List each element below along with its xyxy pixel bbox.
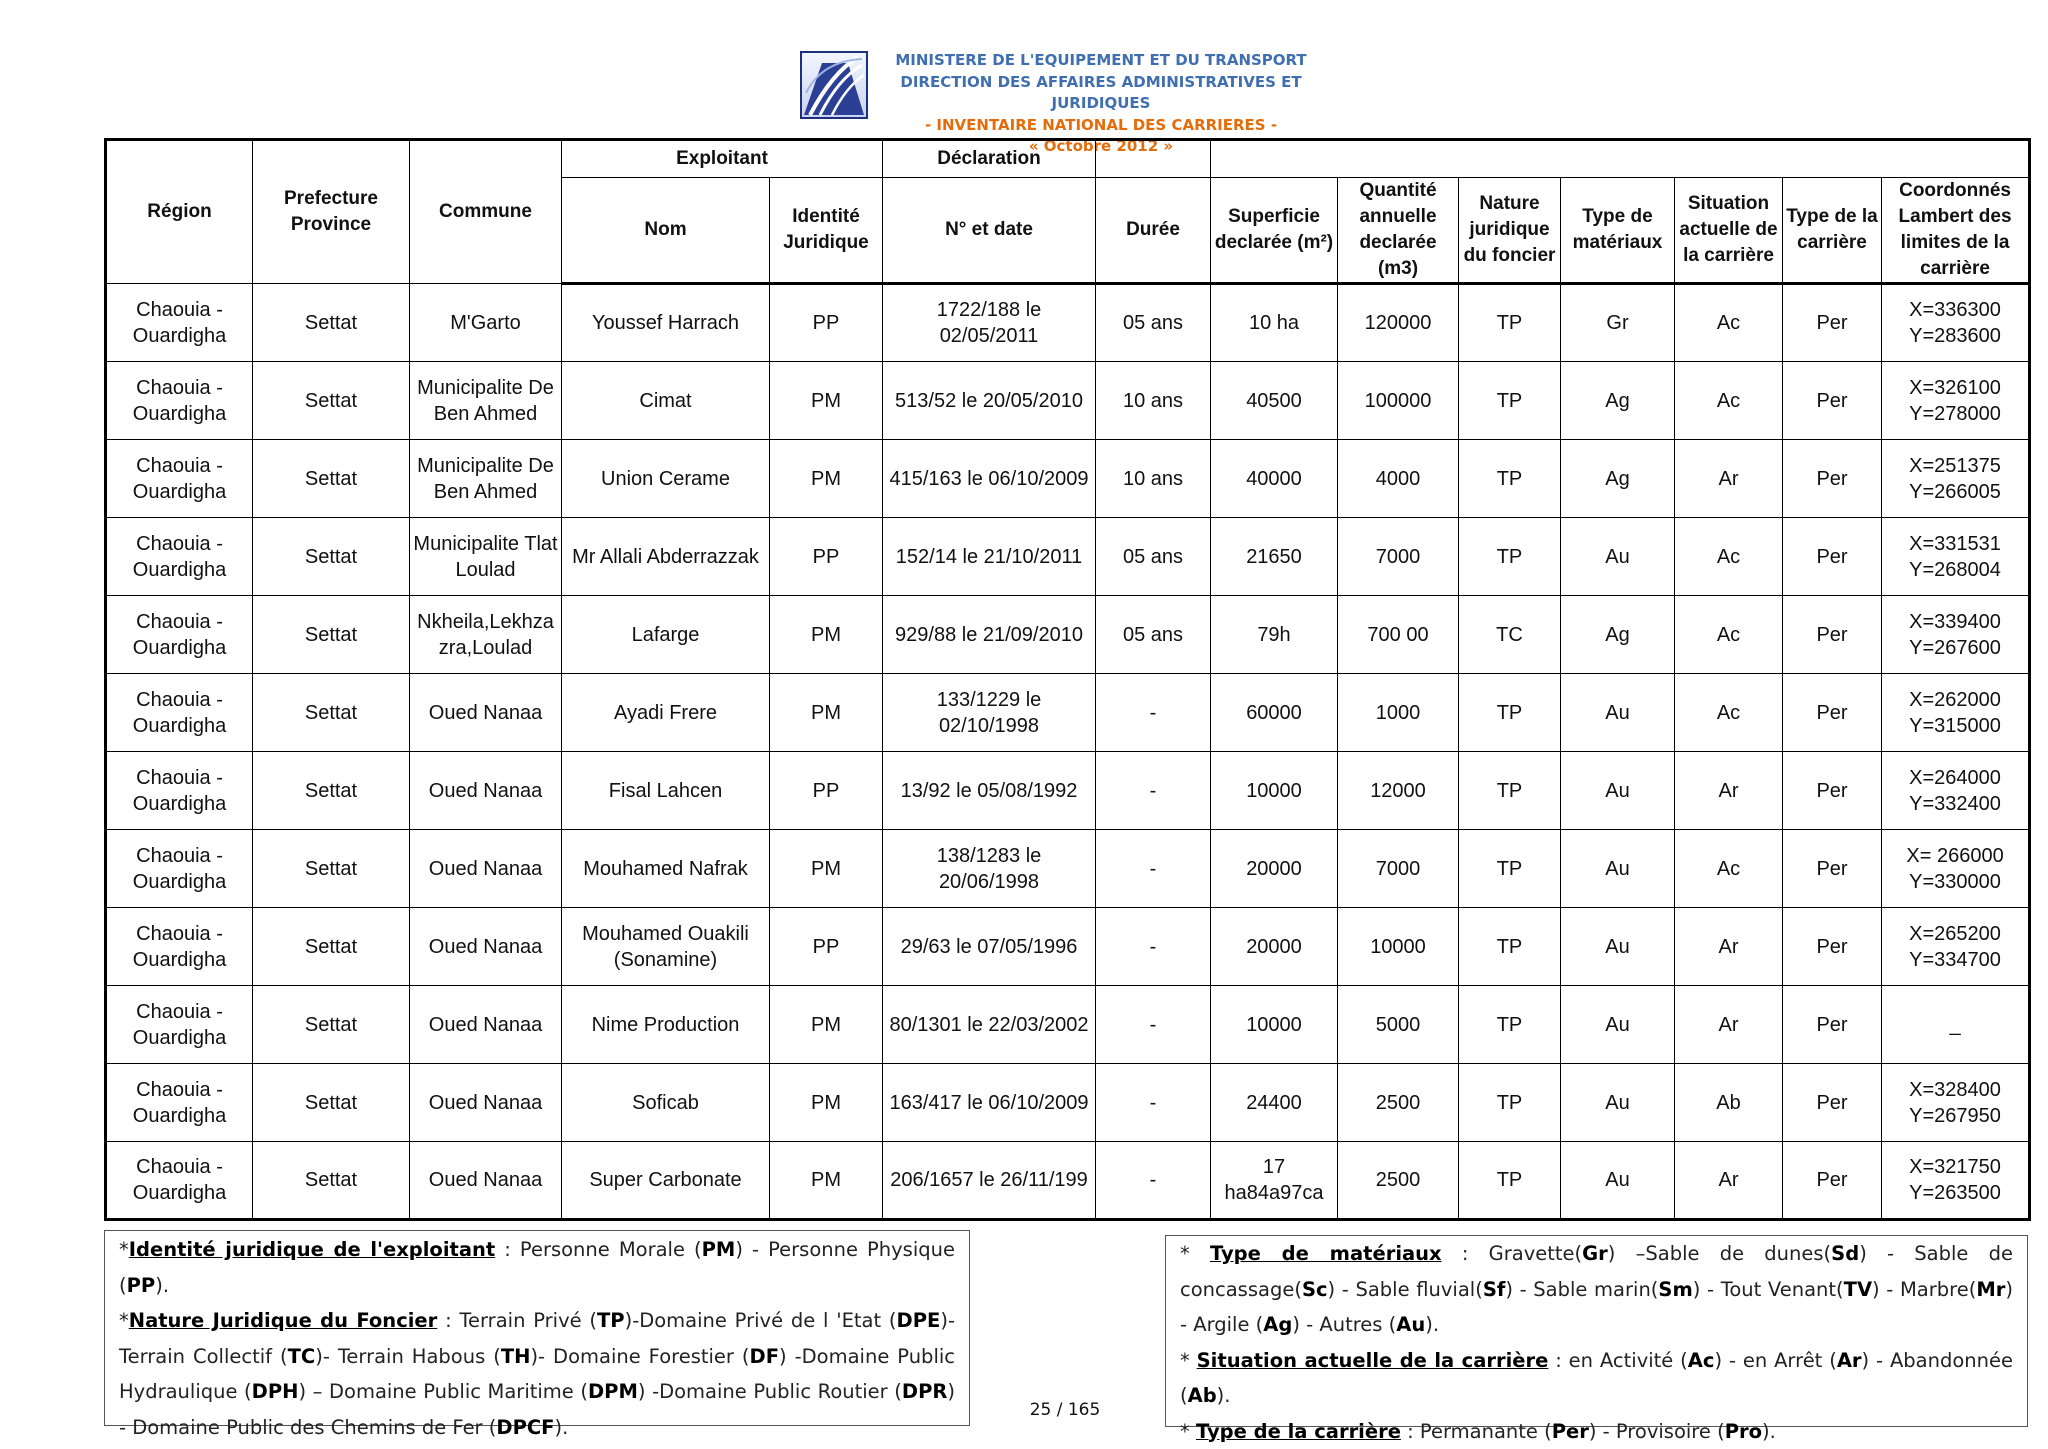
cell-duree: -: [1096, 674, 1211, 752]
cell-identite: PM: [770, 596, 883, 674]
cell-prefecture: Settat: [253, 518, 410, 596]
cell-prefecture: Settat: [253, 1142, 410, 1220]
legend-type: * Type de la carrière : Permanante (Per) - Provisoire (Pro).: [1180, 1414, 2013, 1449]
cell-superficie: 40500: [1211, 362, 1338, 440]
cell-nom: Union Cerame: [562, 440, 770, 518]
cell-coordonnees: X=336300 Y=283600: [1882, 284, 2030, 362]
table-row: [106, 596, 2030, 674]
cell-prefecture: Settat: [253, 440, 410, 518]
group-header-blank: [1211, 140, 2030, 178]
cell-numero-date: 929/88 le 21/09/2010: [883, 596, 1096, 674]
cell-duree: -: [1096, 1142, 1211, 1220]
cell-coordonnees: _: [1882, 986, 2030, 1064]
table-row: [106, 1142, 2030, 1220]
cell-coordonnees: X=264000 Y=332400: [1882, 752, 2030, 830]
cell-nature-juridique: TP: [1459, 908, 1561, 986]
cell-type-carriere: Per: [1783, 440, 1882, 518]
cell-type-materiaux: Au: [1561, 1064, 1675, 1142]
cell-quantite: 120000: [1338, 284, 1459, 362]
quarry-inventory-table: [104, 138, 2031, 1221]
cell-quantite: 10000: [1338, 908, 1459, 986]
table-row: [106, 986, 2030, 1064]
cell-situation: Ar: [1675, 908, 1783, 986]
cell-nom: Mouhamed Nafrak: [562, 830, 770, 908]
cell-prefecture: Settat: [253, 674, 410, 752]
table-row: [106, 518, 2030, 596]
cell-prefecture: Settat: [253, 284, 410, 362]
report-date: « Octobre 2012 »: [876, 136, 1326, 158]
cell-type-carriere: Per: [1783, 986, 1882, 1064]
legend-type-text: : Permanante (Per) - Provisoire (Pro).: [1401, 1420, 1776, 1443]
cell-numero-date: 163/417 le 06/10/2009: [883, 1064, 1096, 1142]
cell-prefecture: Settat: [253, 752, 410, 830]
cell-quantite: 1000: [1338, 674, 1459, 752]
cell-quantite: 7000: [1338, 830, 1459, 908]
cell-quantite: 100000: [1338, 362, 1459, 440]
legend-nature: *Nature Juridique du Foncier : Terrain Privé (TP)-Domaine Privé de l 'Etat (DPE)- Terrain Collectif (TC)- Terrain Habous (TH)- Domaine Forestier (DF) -Domaine Public Hydraulique (DPH) – Domaine Public Maritime (DPM) -Domaine Public Routier (DPR) - Domaine Public des Chemins de Fer (DPCF).: [119, 1303, 955, 1445]
legend-identite-title: Identité juridique de l'exploitant: [129, 1238, 495, 1261]
cell-prefecture: Settat: [253, 830, 410, 908]
cell-numero-date: 152/14 le 21/10/2011: [883, 518, 1096, 596]
group-header-empty: [1096, 140, 1211, 178]
cell-nom: Nime Production: [562, 986, 770, 1064]
cell-region: Chaouia - Ouardigha: [106, 908, 253, 986]
legend-situation-title: Situation actuelle de la carrière: [1197, 1349, 1549, 1372]
cell-identite: PP: [770, 752, 883, 830]
cell-type-carriere: Per: [1783, 830, 1882, 908]
cell-situation: Ar: [1675, 1142, 1783, 1220]
cell-numero-date: 206/1657 le 26/11/199: [883, 1142, 1096, 1220]
cell-duree: 10 ans: [1096, 440, 1211, 518]
cell-region: Chaouia - Ouardigha: [106, 674, 253, 752]
col-header-commune: Commune: [410, 140, 562, 284]
cell-type-carriere: Per: [1783, 284, 1882, 362]
cell-situation: Ac: [1675, 830, 1783, 908]
cell-type-materiaux: Au: [1561, 752, 1675, 830]
cell-prefecture: Settat: [253, 908, 410, 986]
legend-nature-text: : Terrain Privé (TP)-Domaine Privé de l 'Etat (DPE)- Terrain Collectif (TC)- Terrain Habous (TH)- Domaine Forestier (DF) -Domaine Public Hydraulique (DPH) – Domaine Public Maritime (DPM) -Domaine Public Routier (DPR) - Domaine Public des Chemins de Fer (DPCF).: [119, 1309, 955, 1439]
cell-region: Chaouia - Ouardigha: [106, 596, 253, 674]
cell-numero-date: 415/163 le 06/10/2009: [883, 440, 1096, 518]
cell-nom: Cimat: [562, 362, 770, 440]
cell-duree: -: [1096, 752, 1211, 830]
cell-situation: Ac: [1675, 674, 1783, 752]
cell-superficie: 60000: [1211, 674, 1338, 752]
table-row: [106, 908, 2030, 986]
legend-left: [104, 1230, 970, 1426]
cell-duree: -: [1096, 830, 1211, 908]
cell-identite: PP: [770, 284, 883, 362]
col-header-situation: Situation actuelle de la carrière: [1675, 178, 1783, 284]
cell-type-materiaux: Ag: [1561, 596, 1675, 674]
cell-nature-juridique: TP: [1459, 752, 1561, 830]
cell-commune: M'Garto: [410, 284, 562, 362]
cell-numero-date: 80/1301 le 22/03/2002: [883, 986, 1096, 1064]
cell-coordonnees: X=321750 Y=263500: [1882, 1142, 2030, 1220]
table-row: [106, 284, 2030, 362]
cell-type-materiaux: Au: [1561, 908, 1675, 986]
cell-type-materiaux: Au: [1561, 674, 1675, 752]
legend-identite-text: : Personne Morale (PM) - Personne Physique (PP).: [119, 1238, 955, 1297]
cell-superficie: 17 ha84a97ca: [1211, 1142, 1338, 1220]
cell-commune: Municipalite De Ben Ahmed: [410, 362, 562, 440]
cell-quantite: 5000: [1338, 986, 1459, 1064]
cell-prefecture: Settat: [253, 362, 410, 440]
col-header-numero-date: N° et date: [883, 178, 1096, 284]
cell-superficie: 10000: [1211, 986, 1338, 1064]
cell-type-materiaux: Ag: [1561, 362, 1675, 440]
cell-identite: PM: [770, 830, 883, 908]
cell-superficie: 10 ha: [1211, 284, 1338, 362]
col-header-region: Région: [106, 140, 253, 284]
legend-materiaux-text: : Gravette(Gr) –Sable de dunes(Sd) - Sable de concassage(Sc) - Sable fluvial(Sf) - Sable marin(Sm) - Tout Venant(TV) - Marbre(Mr) - Argile (Ag) - Autres (Au).: [1180, 1242, 2013, 1336]
cell-identite: PP: [770, 518, 883, 596]
cell-nature-juridique: TP: [1459, 986, 1561, 1064]
road-logo-icon: [802, 53, 866, 117]
cell-type-materiaux: Au: [1561, 830, 1675, 908]
cell-superficie: 79h: [1211, 596, 1338, 674]
cell-situation: Ar: [1675, 440, 1783, 518]
cell-type-materiaux: Gr: [1561, 284, 1675, 362]
cell-commune: Oued Nanaa: [410, 1142, 562, 1220]
cell-region: Chaouia - Ouardigha: [106, 1142, 253, 1220]
cell-commune: Oued Nanaa: [410, 674, 562, 752]
cell-coordonnees: X=339400 Y=267600: [1882, 596, 2030, 674]
cell-commune: Nkheila,Lekhza zra,Loulad: [410, 596, 562, 674]
cell-nom: Mr Allali Abderrazzak: [562, 518, 770, 596]
cell-identite: PP: [770, 908, 883, 986]
cell-nature-juridique: TP: [1459, 674, 1561, 752]
cell-identite: PM: [770, 440, 883, 518]
cell-type-carriere: Per: [1783, 752, 1882, 830]
cell-commune: Oued Nanaa: [410, 908, 562, 986]
table-header-group-row: [106, 140, 2030, 178]
cell-situation: Ab: [1675, 1064, 1783, 1142]
col-header-prefecture: Prefecture Province: [253, 140, 410, 284]
cell-region: Chaouia - Ouardigha: [106, 440, 253, 518]
cell-nom: Ayadi Frere: [562, 674, 770, 752]
legend-right: [1165, 1235, 2028, 1427]
cell-coordonnees: X=262000 Y=315000: [1882, 674, 2030, 752]
cell-duree: 05 ans: [1096, 596, 1211, 674]
cell-commune: Oued Nanaa: [410, 1064, 562, 1142]
cell-nature-juridique: TP: [1459, 830, 1561, 908]
cell-nom: Lafarge: [562, 596, 770, 674]
cell-coordonnees: X=326100 Y=278000: [1882, 362, 2030, 440]
table-body: [106, 284, 2030, 1220]
cell-duree: -: [1096, 986, 1211, 1064]
table-row: [106, 440, 2030, 518]
cell-region: Chaouia - Ouardigha: [106, 830, 253, 908]
cell-nature-juridique: TP: [1459, 1142, 1561, 1220]
cell-type-materiaux: Au: [1561, 986, 1675, 1064]
cell-nature-juridique: TP: [1459, 518, 1561, 596]
inventory-title: - INVENTAIRE NATIONAL DES CARRIERES -: [876, 115, 1326, 137]
cell-situation: Ac: [1675, 518, 1783, 596]
cell-type-materiaux: Au: [1561, 518, 1675, 596]
page-number: 25 / 165: [1000, 1400, 1130, 1420]
cell-nom: Mouhamed Ouakili (Sonamine): [562, 908, 770, 986]
col-header-coordonnees: Coordonnés Lambert des limites de la carrière: [1882, 178, 2030, 284]
cell-numero-date: 1722/188 le 02/05/2011: [883, 284, 1096, 362]
cell-quantite: 2500: [1338, 1064, 1459, 1142]
cell-region: Chaouia - Ouardigha: [106, 518, 253, 596]
cell-type-materiaux: Ag: [1561, 440, 1675, 518]
cell-prefecture: Settat: [253, 986, 410, 1064]
cell-situation: Ac: [1675, 596, 1783, 674]
cell-quantite: 7000: [1338, 518, 1459, 596]
cell-identite: PM: [770, 1064, 883, 1142]
cell-duree: -: [1096, 908, 1211, 986]
cell-duree: 05 ans: [1096, 518, 1211, 596]
cell-nature-juridique: TP: [1459, 362, 1561, 440]
cell-coordonnees: X=328400 Y=267950: [1882, 1064, 2030, 1142]
legend-materiaux: * Type de matériaux : Gravette(Gr) –Sable de dunes(Sd) - Sable de concassage(Sc) - Sable fluvial(Sf) - Sable marin(Sm) - Tout Venant(TV) - Marbre(Mr) - Argile (Ag) - Autres (Au).: [1180, 1236, 2013, 1343]
page-header: [800, 48, 1360, 134]
cell-situation: Ar: [1675, 752, 1783, 830]
cell-type-materiaux: Au: [1561, 1142, 1675, 1220]
cell-commune: Municipalite Tlat Loulad: [410, 518, 562, 596]
cell-situation: Ar: [1675, 986, 1783, 1064]
cell-coordonnees: X= 266000 Y=330000: [1882, 830, 2030, 908]
direction-title: DIRECTION DES AFFAIRES ADMINISTRATIVES ET JURIDIQUES: [876, 72, 1326, 115]
cell-identite: PM: [770, 674, 883, 752]
table-row: [106, 830, 2030, 908]
col-header-duree: Durée: [1096, 178, 1211, 284]
cell-type-carriere: Per: [1783, 596, 1882, 674]
cell-type-carriere: Per: [1783, 1064, 1882, 1142]
ministry-logo: [800, 51, 868, 119]
table-row: [106, 752, 2030, 830]
cell-type-carriere: Per: [1783, 908, 1882, 986]
cell-nature-juridique: TC: [1459, 596, 1561, 674]
cell-coordonnees: X=265200 Y=334700: [1882, 908, 2030, 986]
cell-region: Chaouia - Ouardigha: [106, 284, 253, 362]
col-header-identite: Identité Juridique: [770, 178, 883, 284]
legend-situation-text: : en Activité (Ac) - en Arrêt (Ar) - Abandonnée (Ab).: [1180, 1349, 2013, 1408]
table-row: [106, 362, 2030, 440]
cell-coordonnees: X=251375 Y=266005: [1882, 440, 2030, 518]
cell-type-carriere: Per: [1783, 518, 1882, 596]
col-header-superficie: Superficie declarée (m²): [1211, 178, 1338, 284]
cell-nom: Fisal Lahcen: [562, 752, 770, 830]
col-header-type-materiaux: Type de matériaux: [1561, 178, 1675, 284]
cell-superficie: 20000: [1211, 908, 1338, 986]
cell-situation: Ac: [1675, 284, 1783, 362]
cell-nature-juridique: TP: [1459, 284, 1561, 362]
cell-situation: Ac: [1675, 362, 1783, 440]
cell-nature-juridique: TP: [1459, 1064, 1561, 1142]
cell-region: Chaouia - Ouardigha: [106, 752, 253, 830]
cell-type-carriere: Per: [1783, 1142, 1882, 1220]
cell-quantite: 4000: [1338, 440, 1459, 518]
cell-superficie: 20000: [1211, 830, 1338, 908]
ministry-title: MINISTERE DE L'EQUIPEMENT ET DU TRANSPORT: [876, 50, 1326, 72]
cell-superficie: 24400: [1211, 1064, 1338, 1142]
cell-identite: PM: [770, 986, 883, 1064]
cell-region: Chaouia - Ouardigha: [106, 1064, 253, 1142]
cell-commune: Municipalite De Ben Ahmed: [410, 440, 562, 518]
cell-quantite: 2500: [1338, 1142, 1459, 1220]
cell-duree: 10 ans: [1096, 362, 1211, 440]
cell-numero-date: 138/1283 le 20/06/1998: [883, 830, 1096, 908]
cell-commune: Oued Nanaa: [410, 830, 562, 908]
cell-quantite: 700 00: [1338, 596, 1459, 674]
cell-identite: PM: [770, 1142, 883, 1220]
cell-numero-date: 133/1229 le 02/10/1998: [883, 674, 1096, 752]
group-header-exploitant: Exploitant: [562, 140, 883, 178]
cell-superficie: 21650: [1211, 518, 1338, 596]
col-header-type-carriere: Type de la carrière: [1783, 178, 1882, 284]
table-row: [106, 674, 2030, 752]
cell-nom: Youssef Harrach: [562, 284, 770, 362]
cell-superficie: 10000: [1211, 752, 1338, 830]
cell-nature-juridique: TP: [1459, 440, 1561, 518]
cell-commune: Oued Nanaa: [410, 752, 562, 830]
cell-numero-date: 13/92 le 05/08/1992: [883, 752, 1096, 830]
cell-nom: Super Carbonate: [562, 1142, 770, 1220]
cell-duree: 05 ans: [1096, 284, 1211, 362]
cell-numero-date: 29/63 le 07/05/1996: [883, 908, 1096, 986]
cell-superficie: 40000: [1211, 440, 1338, 518]
cell-prefecture: Settat: [253, 596, 410, 674]
cell-prefecture: Settat: [253, 1064, 410, 1142]
legend-type-title: Type de la carrière: [1196, 1420, 1401, 1443]
group-header-declaration: Déclaration: [883, 140, 1096, 178]
col-header-quantite: Quantité annuelle declarée (m3): [1338, 178, 1459, 284]
cell-region: Chaouia - Ouardigha: [106, 986, 253, 1064]
cell-nom: Soficab: [562, 1064, 770, 1142]
legend-materiaux-title: Type de matériaux: [1210, 1242, 1442, 1265]
legend-nature-title: Nature Juridique du Foncier: [129, 1309, 438, 1332]
legend-situation: * Situation actuelle de la carrière : en Activité (Ac) - en Arrêt (Ar) - Abandonnée (Ab).: [1180, 1343, 2013, 1414]
cell-commune: Oued Nanaa: [410, 986, 562, 1064]
cell-type-carriere: Per: [1783, 362, 1882, 440]
col-header-nom: Nom: [562, 178, 770, 284]
table-row: [106, 1064, 2030, 1142]
cell-identite: PM: [770, 362, 883, 440]
cell-duree: -: [1096, 1064, 1211, 1142]
cell-coordonnees: X=331531 Y=268004: [1882, 518, 2030, 596]
cell-region: Chaouia - Ouardigha: [106, 362, 253, 440]
col-header-nature-juridique: Nature juridique du foncier: [1459, 178, 1561, 284]
legend-identite: *Identité juridique de l'exploitant : Personne Morale (PM) - Personne Physique (PP).: [119, 1232, 955, 1303]
cell-quantite: 12000: [1338, 752, 1459, 830]
cell-type-carriere: Per: [1783, 674, 1882, 752]
cell-numero-date: 513/52 le 20/05/2010: [883, 362, 1096, 440]
